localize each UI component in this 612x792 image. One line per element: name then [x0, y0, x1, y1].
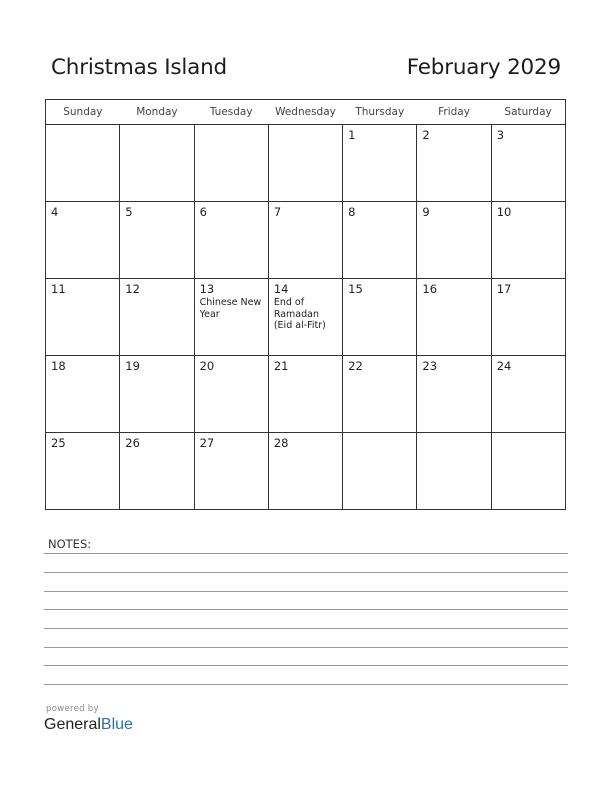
notes-line — [44, 628, 568, 629]
calendar-day-cell — [194, 433, 268, 510]
calendar-day-cell — [417, 356, 491, 433]
calendar-day-cell — [194, 125, 268, 202]
calendar-day-cell — [491, 202, 565, 279]
weekday-tuesday: Tuesday — [194, 100, 268, 125]
day-number: 14 — [273, 282, 289, 296]
calendar-day-cell — [491, 125, 565, 202]
calendar-day-cell — [491, 356, 565, 433]
notes-line — [44, 572, 568, 573]
weekday-friday: Friday — [417, 100, 491, 125]
day-number: 3 — [496, 128, 505, 142]
day-number: 28 — [273, 436, 289, 450]
generalblue-logo — [44, 716, 133, 734]
calendar-day-cell — [46, 202, 120, 279]
weekday-sunday: Sunday — [46, 100, 120, 125]
calendar-day-cell — [268, 433, 342, 510]
day-number: 5 — [125, 205, 133, 219]
calendar-day-cell — [343, 356, 417, 433]
day-number — [195, 125, 268, 129]
day-number: 6 — [199, 205, 207, 219]
calendar-week-row — [46, 202, 566, 279]
calendar-day-cell — [46, 279, 120, 356]
weekday-header-row — [46, 100, 566, 125]
calendar-day-cell — [417, 202, 491, 279]
calendar-body — [46, 125, 566, 510]
calendar-day-cell — [46, 433, 120, 510]
day-number: 18 — [51, 359, 66, 373]
day-number: 10 — [496, 205, 512, 219]
notes-line — [44, 553, 568, 554]
notes-line — [44, 647, 568, 648]
day-number: 17 — [496, 282, 512, 296]
day-number — [343, 433, 416, 437]
calendar-week-row — [46, 279, 566, 356]
holiday-label: Chinese New Year — [199, 297, 262, 320]
day-number: 25 — [51, 436, 66, 450]
day-number — [120, 125, 193, 129]
calendar-day-cell — [120, 433, 194, 510]
calendar-day-cell — [194, 202, 268, 279]
day-number: 11 — [51, 282, 66, 296]
day-number: 26 — [125, 436, 140, 450]
calendar-day-cell — [268, 356, 342, 433]
day-number: 19 — [125, 359, 140, 373]
calendar-day-cell — [343, 125, 417, 202]
calendar-day-cell — [268, 279, 342, 356]
day-number — [492, 433, 565, 437]
weekday-saturday: Saturday — [491, 100, 565, 125]
holiday-label: End of Ramadan (Eid al-Fitr) — [273, 297, 326, 331]
calendar-week-row — [46, 125, 566, 202]
calendar-day-cell — [343, 433, 417, 510]
notes-label: NOTES: — [48, 537, 92, 551]
day-number: 1 — [348, 128, 356, 142]
calendar-day-cell — [268, 202, 342, 279]
day-number: 23 — [422, 359, 438, 373]
day-number — [46, 125, 119, 129]
calendar-week-row — [46, 356, 566, 433]
day-number: 12 — [125, 282, 140, 296]
weekday-thursday: Thursday — [343, 100, 417, 125]
day-number: 8 — [348, 205, 356, 219]
month-year-title: February 2029 — [406, 55, 561, 80]
calendar-day-cell — [417, 125, 491, 202]
country-title: Christmas Island — [51, 55, 228, 80]
notes-line — [44, 609, 568, 610]
calendar-day-cell — [120, 202, 194, 279]
calendar-grid — [45, 99, 566, 510]
calendar-day-cell — [417, 433, 491, 510]
calendar-day-cell — [491, 433, 565, 510]
weekday-monday: Monday — [120, 100, 194, 125]
calendar-day-cell — [343, 279, 417, 356]
brand-blue: Blue — [100, 716, 133, 733]
notes-line — [44, 684, 568, 685]
calendar-day-cell — [120, 279, 194, 356]
day-number: 16 — [422, 282, 438, 296]
day-number: 21 — [273, 359, 289, 373]
calendar-day-cell — [194, 279, 268, 356]
day-number: 9 — [422, 205, 430, 219]
notes-line — [44, 665, 568, 666]
day-number: 4 — [51, 205, 59, 219]
calendar-day-cell — [343, 202, 417, 279]
brand-general: General — [44, 716, 101, 733]
day-number: 24 — [496, 359, 512, 373]
day-number — [417, 433, 490, 437]
day-number: 13 — [199, 282, 215, 296]
calendar-day-cell — [417, 279, 491, 356]
day-number — [269, 125, 342, 129]
day-number: 20 — [199, 359, 215, 373]
powered-by-text: powered by — [46, 704, 99, 714]
calendar-week-row — [46, 433, 566, 510]
calendar-day-cell — [120, 356, 194, 433]
calendar-day-cell — [46, 125, 120, 202]
calendar-day-cell — [491, 279, 565, 356]
calendar-day-cell — [120, 125, 194, 202]
day-number: 22 — [348, 359, 363, 373]
day-number: 2 — [422, 128, 430, 142]
calendar-day-cell — [194, 356, 268, 433]
calendar-day-cell — [268, 125, 342, 202]
notes-line — [44, 591, 568, 592]
day-number: 15 — [348, 282, 363, 296]
day-number: 7 — [273, 205, 282, 219]
calendar-day-cell — [46, 356, 120, 433]
weekday-wednesday: Wednesday — [268, 100, 342, 125]
day-number: 27 — [199, 436, 215, 450]
